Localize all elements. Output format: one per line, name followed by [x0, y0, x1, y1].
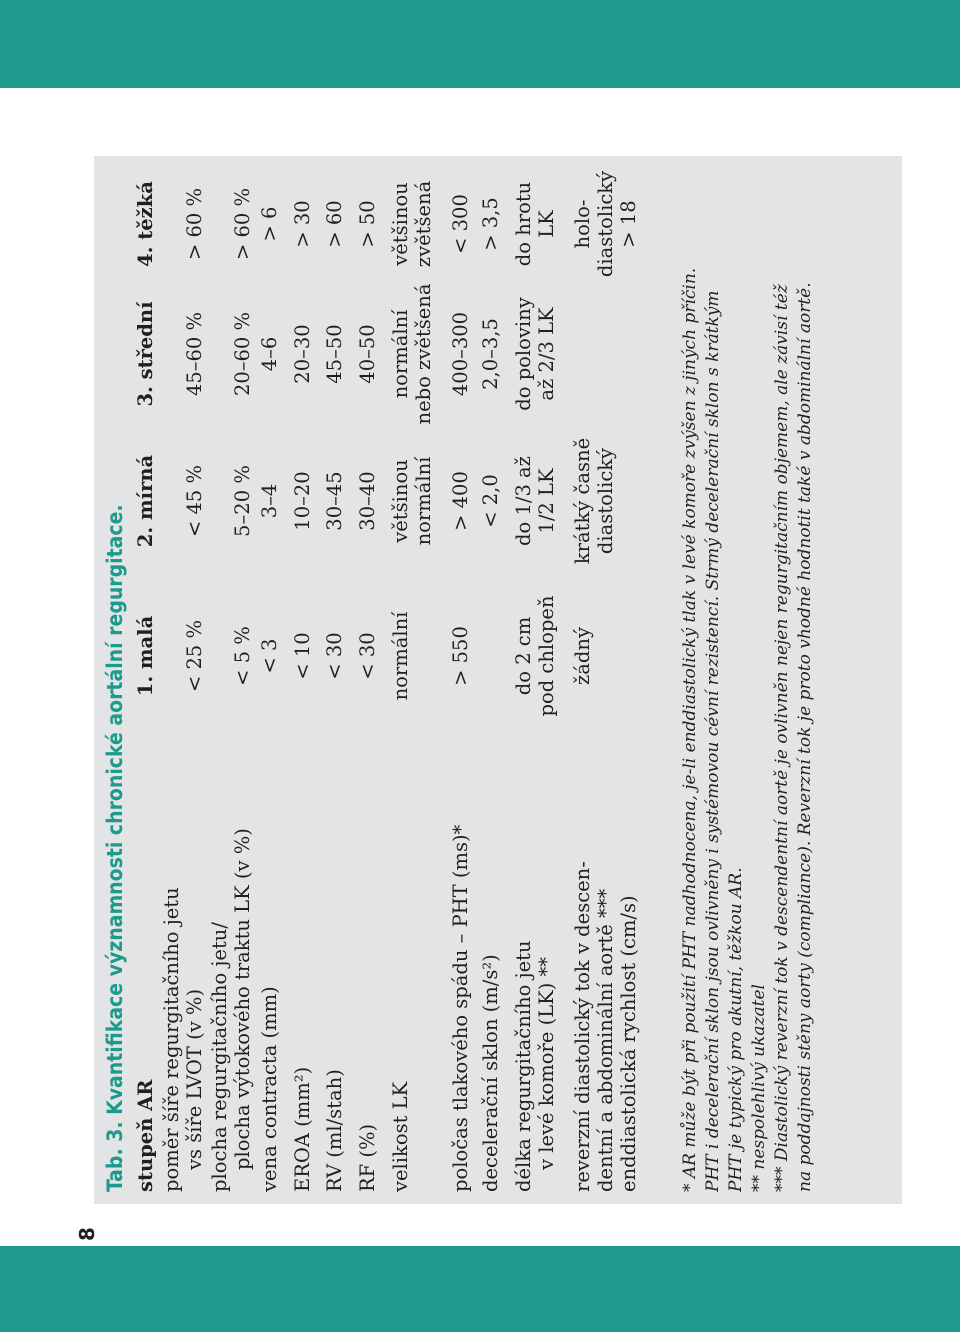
table-row-label: EROA (mm²) — [291, 1066, 314, 1192]
table-cell — [571, 171, 640, 277]
table-cell: 400–300 — [449, 311, 472, 397]
cell-line: až 2/3 LK — [535, 307, 558, 401]
row-label-line: délka regurgitačního jetu — [512, 940, 535, 1192]
cell-line: > 18 — [617, 200, 640, 248]
cell-line: do 2 cm — [512, 616, 535, 696]
table-row-label — [160, 887, 206, 1192]
cell-line: do 1/3 až — [512, 456, 535, 546]
table-cell: > 30 — [291, 200, 314, 248]
cell-line: normální — [389, 309, 412, 399]
row-label-line: poměr šíře regurgitačního jetu — [160, 887, 183, 1192]
row-label-line: enddiastolická rychlost (cm/s) — [617, 895, 640, 1192]
table-cell — [389, 457, 435, 546]
table-cell — [389, 181, 435, 267]
header-medium: 3. střední — [134, 301, 157, 407]
table-row-label — [208, 828, 254, 1192]
table-cell: > 50 — [356, 200, 379, 248]
cell-line: do hrotu — [512, 181, 535, 267]
table-cell: žádný — [571, 627, 594, 685]
table-cell: 30–45 — [323, 471, 346, 531]
cell-line: diastolický — [594, 170, 617, 278]
table-cell — [512, 596, 558, 717]
table-row-label: decelerační sklon (m/s²) — [479, 954, 502, 1192]
cell-line: krátký časně — [571, 437, 594, 565]
table-cell: > 3,5 — [479, 197, 502, 251]
rotated-table-container — [94, 156, 902, 1204]
table-row-label: velikost LK — [389, 1081, 412, 1192]
cell-line: pod chlopeň — [535, 595, 558, 717]
table-cell: < 300 — [449, 194, 472, 254]
table-cell: > 400 — [449, 471, 472, 531]
cell-line: většinou — [389, 182, 412, 266]
cell-line: holo- — [571, 199, 594, 249]
header-mild: 1. malá — [134, 615, 157, 697]
table-cell: > 60 % — [183, 187, 206, 261]
footnote-line: PHT je typický pro akutní, těžkou AR. — [726, 867, 746, 1192]
table-cell: < 2,0 — [479, 474, 502, 528]
table-cell: 45–50 — [323, 324, 346, 384]
table-row-label: RF (%) — [356, 1123, 379, 1192]
header-grade: stupeň AR — [134, 1079, 157, 1192]
table-footnotes — [679, 172, 817, 1192]
table-cell: < 25 % — [183, 619, 206, 693]
table-cell: 30–40 — [356, 471, 379, 531]
row-label-line: reverzní diastolický tok v descen- — [571, 861, 594, 1192]
cell-line: LK — [535, 210, 558, 238]
table-cell: > 60 — [323, 200, 346, 248]
table-cell: 10–20 — [291, 471, 314, 531]
table-cell: 40–50 — [356, 324, 379, 384]
table-cell: 2,0–3,5 — [479, 318, 502, 390]
table-cell — [512, 297, 558, 410]
row-label-line: plocha výtokového traktu LK (v %) — [231, 828, 254, 1170]
table-cell — [512, 456, 558, 546]
footnote-line: ** nespolehlivý ukazatel — [749, 984, 769, 1192]
header-moderate: 2. mírná — [134, 454, 157, 548]
cell-line: do poloviny — [512, 297, 535, 411]
page-number: 8 — [75, 1227, 99, 1241]
table-cell: < 45 % — [183, 464, 206, 538]
table-row-label: vena contracta (mm) — [258, 986, 281, 1192]
cell-line: normální — [412, 456, 435, 546]
table-cell: < 3 — [258, 638, 281, 674]
table-cell — [512, 182, 558, 266]
table-cell: 20–30 — [291, 324, 314, 384]
row-label-line: vs šíře LVOT (v %) — [183, 988, 206, 1170]
table-cell: 5–20 % — [231, 465, 254, 537]
cell-line: nebo zvětšená — [412, 283, 435, 425]
table-row-label: RV (ml/stah) — [323, 1069, 346, 1192]
table-cell: < 5 % — [231, 626, 254, 686]
footnote-line: PHT i decelerační sklon jsou ovlivněny i systémovou cévní rezistencí. Strmý decelerační sklon s krátkým — [703, 290, 723, 1192]
table-cell — [389, 284, 435, 425]
table-cell: 4–6 — [258, 336, 281, 372]
table-cell — [571, 438, 617, 564]
table-cell: normální — [389, 611, 412, 701]
row-label-line: dentní a abdominální aortě *** — [594, 888, 617, 1192]
cell-line: diastolický — [594, 447, 617, 555]
footnote-line: * AR může být při použití PHT nadhodnocena, je-li enddiastolický tlak v levé komoře zvýšen z jiných příčin. — [680, 267, 700, 1192]
table-cell: > 550 — [449, 626, 472, 686]
table-row-label — [571, 861, 640, 1192]
row-label-line: plocha regurgitačního jetu/ — [208, 922, 231, 1192]
table-cell: > 60 % — [231, 187, 254, 261]
footnote-line: *** Diastolický reverzní tok v descendentní aortě je ovlivněn nejen regurgitačním objemem, ale závisí též — [772, 284, 792, 1192]
table-cell: 3–4 — [258, 483, 281, 519]
table-cell: 45–60 % — [183, 311, 206, 397]
table-cell: < 30 — [323, 632, 346, 680]
cell-line: zvětšená — [412, 180, 435, 268]
table-row-label — [512, 940, 558, 1192]
table-cell: 20–60 % — [231, 311, 254, 397]
cell-line: 1/2 LK — [535, 468, 558, 534]
row-label-line: v levé komoře (LK) ** — [535, 956, 558, 1170]
header-severe: 4. těžká — [134, 181, 157, 267]
footnote-line: na poddajnosti stěny aorty (compliance). Reverzní tok je proto vhodné hodnotit také v abdominální aortě. — [795, 282, 815, 1192]
table-row-label: poločas tlakového spádu – PHT (ms)* — [449, 824, 472, 1192]
table-cell: < 30 — [356, 632, 379, 680]
table-caption: Tab. 3. Kvantifikace významnosti chronické aortální regurgitace. — [103, 504, 127, 1192]
bottom-color-band — [0, 1246, 960, 1332]
table-cell: < 10 — [291, 632, 314, 680]
table-cell: > 6 — [258, 206, 281, 242]
cell-line: většinou — [389, 459, 412, 543]
top-color-band — [0, 0, 960, 88]
